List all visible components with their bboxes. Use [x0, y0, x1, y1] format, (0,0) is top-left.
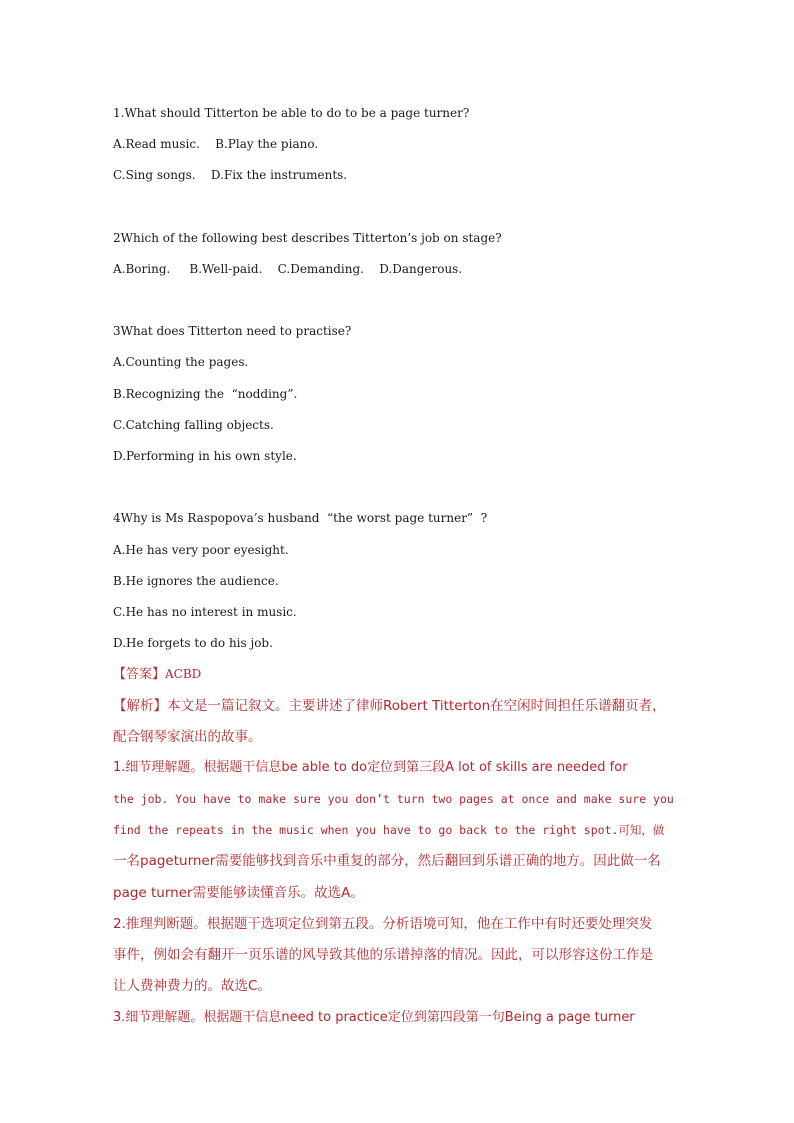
question-2-options-row-1: A.Boring. B.Well-paid. C.Demanding. D.Dangerous.: [113, 262, 463, 276]
question-3-option-b: B.Recognizing the “nodding”.: [113, 387, 298, 401]
analysis-line-1: [113, 698, 683, 714]
analysis-item-1-line-2: the job. You have to make sure you don’t turn two pages at once and make sure you: [113, 792, 674, 806]
analysis-item-1-line-4: 一名pageturner需要能够找到音乐中重复的部分，然后翻回到乐谱正确的地方。因此做一名: [113, 853, 661, 869]
question-1-options-row-1: A.Read music. B.Play the piano.: [113, 137, 319, 151]
answer-line: [113, 666, 683, 683]
question-3-option-a: A.Counting the pages.: [113, 355, 249, 369]
question-3-stem: 3What does Titterton need to practise?: [113, 324, 352, 338]
question-1-options-row-2: C.Sing songs. D.Fix the instruments.: [113, 168, 348, 182]
analysis-intro-1: 本文是一篇记叙文。主要讲述了律师Robert Titterton在空闲时间担任乐谱翻页者，: [167, 698, 666, 714]
analysis-item-1-line-1: 1.细节理解题。根据题干信息be able to do定位到第三段A lot of skills are needed for: [113, 760, 628, 775]
question-2-stem: 2Which of the following best describes Titterton’s job on stage?: [113, 231, 502, 245]
analysis-item-2-line-1: 2.推理判断题。根据题干选项定位到第五段。分析语境可知，他在工作中有时还要处理突发: [113, 916, 653, 932]
question-4-option-a: A.He has very poor eyesight.: [113, 543, 289, 557]
analysis-intro-2: 配合钢琴家演出的故事。: [113, 729, 262, 745]
answer-label: 【答案】: [113, 667, 166, 682]
question-3-option-d: D.Performing in his own style.: [113, 449, 297, 463]
question-1-stem: 1.What should Titterton be able to do to be a page turner?: [113, 106, 470, 120]
answer-value: ACBD: [165, 667, 202, 681]
question-4-option-b: B.He ignores the audience.: [113, 574, 279, 588]
question-4-option-d: D.He forgets to do his job.: [113, 636, 273, 650]
question-4-stem: 4Why is Ms Raspopova’s husband “the worst page turner” ?: [113, 511, 488, 525]
analysis-item-1-line-5: page turner需要能够读懂音乐。故选A。: [113, 885, 364, 901]
analysis-label: 【解析】: [113, 698, 167, 714]
analysis-item-1-line-3: find the repeats in the music when you have to go back to the right spot.可知，做: [113, 823, 665, 837]
analysis-item-3-line-1: 3.细节理解题。根据题干信息need to practice定位到第四段第一句Being a page turner: [113, 1010, 635, 1025]
analysis-item-2-line-2: 事件，例如会有翻开一页乐谱的风导致其他的乐谱掉落的情况。因此，可以形容这份工作是: [113, 947, 653, 963]
question-3-option-c: C.Catching falling objects.: [113, 418, 274, 432]
analysis-item-2-line-3: 让人费神费力的。故选C。: [113, 978, 271, 994]
question-4-option-c: C.He has no interest in music.: [113, 605, 297, 619]
